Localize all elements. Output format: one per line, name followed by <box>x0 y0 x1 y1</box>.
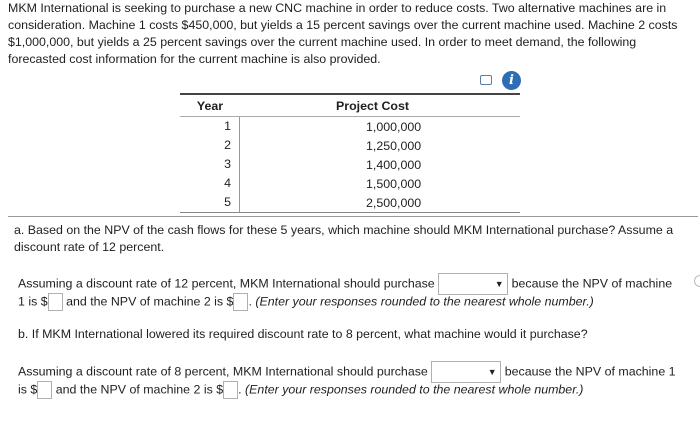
year-cell: 3 <box>180 155 240 174</box>
toolbar <box>480 70 521 90</box>
table-row <box>180 193 520 212</box>
cost-cell: 1,400,000 <box>366 157 422 172</box>
part-a-line2-mid: and the NPV of machine 2 is $ <box>66 294 234 309</box>
part-a-note: (Enter your responses rounded to the nearest whole number.) <box>255 294 594 309</box>
year-cell: 2 <box>180 136 240 155</box>
part-a-line-1 <box>18 273 672 295</box>
table-header <box>180 95 520 117</box>
part-a-line1-suffix: because the NPV of machine <box>511 276 673 291</box>
dropdown-arrow-icon[interactable]: ▼ <box>487 367 497 377</box>
part-b-line2-prefix: is $ <box>18 382 38 397</box>
cost-cell: 1,500,000 <box>366 176 422 191</box>
part-b-dot: . <box>238 382 242 397</box>
part-b-line1-suffix: because the NPV of machine 1 <box>504 364 676 379</box>
part-a-npv2-input[interactable] <box>233 293 248 311</box>
cost-table <box>180 93 520 213</box>
table-row <box>180 174 520 193</box>
part-b-line1-prefix: Assuming a discount rate of 8 percent, MKM International should purchase <box>18 364 428 379</box>
part-b-question: b. If MKM International lowered its required discount rate to 8 percent, what machine would it purchase? <box>18 327 588 341</box>
part-a-line2-prefix: 1 is $ <box>18 294 48 309</box>
part-a-npv1-input[interactable] <box>48 293 63 311</box>
year-cell: 4 <box>180 174 240 193</box>
part-b-npv2-input[interactable] <box>223 381 238 399</box>
copy-icon[interactable] <box>480 75 492 85</box>
divider <box>8 216 698 217</box>
scroll-handle[interactable] <box>694 275 700 287</box>
table-row <box>180 155 520 174</box>
part-a-machine-select[interactable] <box>438 273 508 295</box>
part-b-npv1-input[interactable] <box>37 381 52 399</box>
year-header: Year <box>196 98 224 113</box>
problem-statement: MKM International is seeking to purchase a new CNC machine in order to reduce costs. Two alternative machines are in consideration. Machine 1 costs $450,000, but yields a 15 percent savings over the current machine used. Machine 2 costs $1,000,000, but yields a 25 percent savings over the current machine used. In order to meet demand, the following forecasted cost information for the current machine is also provided. <box>8 1 678 66</box>
part-b-note: (Enter your responses rounded to the nearest whole number.) <box>245 382 584 397</box>
part-a-line-2 <box>18 293 594 311</box>
part-b-line2-mid: and the NPV of machine 2 is $ <box>55 382 224 397</box>
info-icon[interactable]: i <box>502 71 521 90</box>
part-b-line-2 <box>18 381 583 399</box>
part-a-line1-prefix: Assuming a discount rate of 12 percent, MKM International should purchase <box>18 276 435 291</box>
table-row <box>180 117 520 136</box>
dropdown-arrow-icon[interactable]: ▼ <box>494 279 504 289</box>
cost-cell: 2,500,000 <box>366 195 422 210</box>
cost-cell: 1,250,000 <box>366 138 422 153</box>
part-b-line-1 <box>18 361 676 383</box>
year-cell: 1 <box>180 117 240 136</box>
cost-cell: 1,000,000 <box>366 119 422 134</box>
part-a-question: a. Based on the NPV of the cash flows for these 5 years, which machine should MKM International purchase? Assume a discount rate of 12 percent. <box>14 223 674 254</box>
table-row <box>180 136 520 155</box>
part-a-dot: . <box>248 294 252 309</box>
year-cell: 5 <box>180 193 240 212</box>
part-b-machine-select[interactable] <box>431 361 501 383</box>
cost-header: Project Cost <box>336 98 409 113</box>
